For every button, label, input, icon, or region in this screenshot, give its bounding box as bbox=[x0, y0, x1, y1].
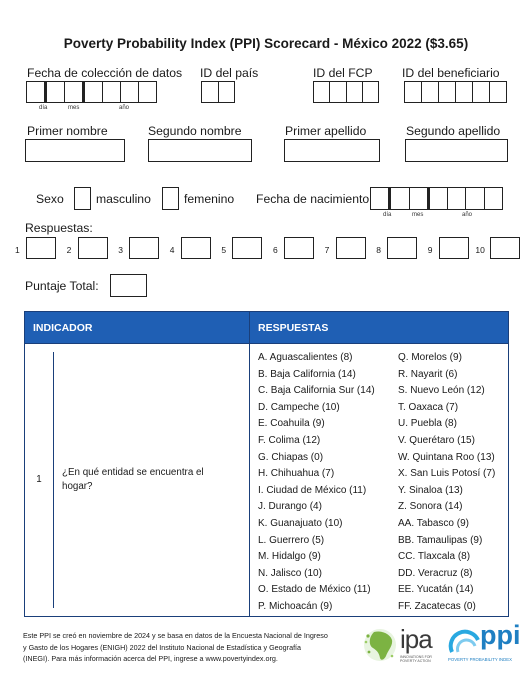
sexo-label: Sexo bbox=[36, 192, 64, 206]
masculino-label: masculino bbox=[96, 192, 151, 206]
indicator-table bbox=[24, 311, 509, 617]
answer-option[interactable]: Z. Sonora (14) bbox=[398, 501, 463, 513]
answer-option[interactable]: EE. Yucatán (14) bbox=[398, 584, 474, 596]
answer-option[interactable]: T. Oaxaca (7) bbox=[398, 401, 459, 413]
footer-note bbox=[23, 630, 343, 665]
answer-option[interactable]: B. Baja California (14) bbox=[258, 368, 356, 380]
segundo-apellido-field[interactable] bbox=[405, 139, 508, 162]
answer-option[interactable]: U. Puebla (8) bbox=[398, 418, 457, 430]
response-box[interactable] bbox=[78, 237, 108, 259]
indicador-header: INDICADOR bbox=[25, 312, 250, 344]
response-number: 10 bbox=[475, 245, 485, 255]
answer-option[interactable]: BB. Tamaulipas (9) bbox=[398, 534, 483, 546]
answer-option[interactable]: H. Chihuahua (7) bbox=[258, 468, 335, 480]
fecha-coleccion-field[interactable] bbox=[26, 81, 157, 103]
dia-sublabel: día bbox=[39, 105, 48, 111]
mes-sublabel: mes bbox=[68, 105, 80, 111]
answer-option[interactable]: D. Campeche (10) bbox=[258, 401, 340, 413]
ano-sublabel: año bbox=[119, 105, 130, 111]
primer-nombre-label: Primer nombre bbox=[27, 124, 108, 138]
segundo-nombre-field[interactable] bbox=[148, 139, 252, 162]
response-number: 2 bbox=[66, 245, 72, 255]
ppi-logo bbox=[448, 620, 528, 666]
answer-option[interactable]: S. Nuevo León (12) bbox=[398, 385, 485, 397]
answers-cell bbox=[250, 344, 509, 617]
primer-nombre-field[interactable] bbox=[25, 139, 125, 162]
response-box[interactable] bbox=[336, 237, 366, 259]
answer-option[interactable]: J. Durango (4) bbox=[258, 501, 322, 513]
ppi-tagline: POVERTY PROBABILITY INDEX bbox=[448, 657, 512, 662]
answer-option[interactable]: Q. Morelos (9) bbox=[398, 352, 462, 363]
ppi-wordmark: ppi bbox=[480, 620, 521, 650]
footer-line: (INEGI). Para más información acerca del PPI, ingrese a www.povertyindex.org. bbox=[23, 654, 278, 663]
answer-option[interactable]: E. Coahuila (9) bbox=[258, 418, 325, 430]
id-beneficiario-field[interactable] bbox=[404, 81, 507, 103]
answers-left-column bbox=[258, 350, 398, 616]
question-cell bbox=[25, 344, 250, 617]
response-box[interactable] bbox=[232, 237, 262, 259]
question-text: ¿En qué entidad se encuentra el hogar? bbox=[62, 466, 204, 492]
primer-apellido-field[interactable] bbox=[284, 139, 380, 162]
respuestas-label: Respuestas: bbox=[25, 221, 93, 235]
puntaje-total-label: Puntaje Total: bbox=[25, 279, 99, 293]
answer-option[interactable]: M. Hidalgo (9) bbox=[258, 551, 321, 563]
response-box[interactable] bbox=[439, 237, 469, 259]
response-number: 7 bbox=[324, 245, 330, 255]
dia-sublabel: día bbox=[383, 212, 392, 218]
response-box[interactable] bbox=[26, 237, 56, 259]
answer-option[interactable]: R. Nayarit (6) bbox=[398, 368, 458, 380]
ipa-wordmark: ipa bbox=[400, 624, 432, 654]
answer-option[interactable]: P. Michoacán (9) bbox=[258, 600, 333, 612]
answer-option[interactable]: C. Baja California Sur (14) bbox=[258, 385, 375, 397]
fecha-coleccion-label: Fecha de colección de datos bbox=[27, 66, 183, 80]
femenino-checkbox[interactable] bbox=[162, 187, 179, 210]
response-box[interactable] bbox=[284, 237, 314, 259]
answer-option[interactable]: AA. Tabasco (9) bbox=[398, 517, 469, 529]
masculino-checkbox[interactable] bbox=[74, 187, 91, 210]
footer-line: y Gasto de los Hogares (ENIGH) 2022 del Instituto Nacional de Estadística y Geografía bbox=[23, 642, 302, 652]
segundo-nombre-label: Segundo nombre bbox=[148, 124, 242, 138]
response-number: 9 bbox=[427, 245, 433, 255]
answers-right-column bbox=[398, 350, 495, 616]
response-number: 3 bbox=[118, 245, 123, 255]
response-box[interactable] bbox=[181, 237, 211, 259]
answer-option[interactable]: K. Guanajuato (10) bbox=[258, 517, 343, 529]
answer-option[interactable]: F. Colima (12) bbox=[258, 434, 321, 446]
id-pais-label: ID del país bbox=[200, 66, 259, 80]
fecha-nacimiento-label: Fecha de nacimiento bbox=[256, 192, 370, 206]
id-fcp-label: ID del FCP bbox=[313, 66, 373, 80]
femenino-label: femenino bbox=[184, 192, 235, 206]
fecha-nacimiento-field[interactable] bbox=[370, 187, 503, 210]
segundo-apellido-label: Segundo apellido bbox=[406, 124, 501, 138]
respuestas-header: RESPUESTAS bbox=[250, 312, 509, 344]
page-title: Poverty Probability Index (PPI) Scorecard - México 2022 ($3.65) bbox=[63, 36, 469, 51]
ppi-arcs-icon bbox=[448, 626, 482, 656]
answer-option[interactable]: V. Querétaro (15) bbox=[398, 434, 475, 446]
puntaje-total-field[interactable] bbox=[110, 274, 147, 297]
answer-option[interactable]: CC. Tlaxcala (8) bbox=[398, 551, 471, 563]
response-box[interactable] bbox=[387, 237, 417, 259]
response-number: 1 bbox=[15, 245, 20, 255]
primer-apellido-label: Primer apellido bbox=[285, 124, 367, 138]
answer-option[interactable]: A. Aguascalientes (8) bbox=[258, 352, 353, 363]
answer-option[interactable]: O. Estado de México (11) bbox=[258, 584, 371, 596]
response-number: 5 bbox=[221, 245, 227, 255]
response-number: 4 bbox=[169, 245, 175, 255]
answer-option[interactable]: DD. Veracruz (8) bbox=[398, 567, 473, 579]
mes-sublabel: mes bbox=[412, 212, 424, 218]
ano-sublabel: año bbox=[462, 212, 473, 218]
answer-option[interactable]: L. Guerrero (5) bbox=[258, 534, 325, 546]
id-beneficiario-label: ID del beneficiario bbox=[402, 66, 500, 80]
answer-option[interactable]: W. Quintana Roo (13) bbox=[398, 451, 495, 463]
response-number: 6 bbox=[273, 245, 278, 255]
answer-option[interactable]: N. Jalisco (10) bbox=[258, 567, 322, 579]
ipa-tagline: INNOVATIONS FOR POVERTY ACTION bbox=[400, 655, 432, 663]
answer-option[interactable]: G. Chiapas (0) bbox=[258, 451, 324, 463]
id-pais-field[interactable] bbox=[201, 81, 235, 103]
id-fcp-field[interactable] bbox=[313, 81, 379, 103]
answer-option[interactable]: FF. Zacatecas (0) bbox=[398, 600, 476, 612]
ipa-logo bbox=[362, 626, 442, 666]
response-box[interactable] bbox=[490, 237, 520, 259]
row-number: 1 bbox=[25, 352, 54, 608]
footer-line: Este PPI se creó en noviembre de 2024 y se basa en datos de la Encuesta Nacional de Ingreso bbox=[23, 631, 328, 640]
response-number: 8 bbox=[376, 245, 381, 255]
answer-option[interactable]: X. San Luis Potosí (7) bbox=[398, 468, 496, 480]
answer-option[interactable]: I. Ciudad de México (11) bbox=[258, 484, 367, 496]
answer-option[interactable]: Y. Sinaloa (13) bbox=[398, 484, 463, 496]
response-box[interactable] bbox=[129, 237, 159, 259]
africa-globe-icon bbox=[362, 626, 398, 664]
